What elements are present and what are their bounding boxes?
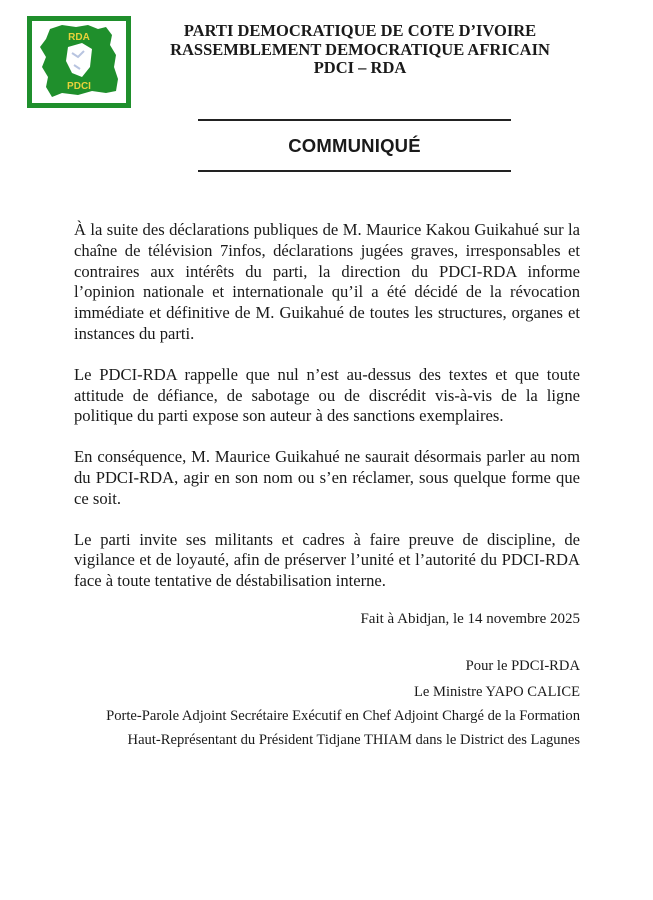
header-line-3: PDCI – RDA	[313, 58, 407, 77]
paragraph: Le PDCI-RDA rappelle que nul n’est au-dessus des textes et que toute attitude de défiance, de sabotage ou de discrédit vis-à-vis de la ligne politique du parti expose son auteur à des sanctions exemplaires.	[74, 364, 580, 426]
signature-name: Le Ministre YAPO CALICE	[413, 684, 580, 700]
title-rule-bottom	[198, 170, 511, 172]
paragraph: En conséquence, M. Maurice Guikahué ne saurait désormais parler au nom du PDCI-RDA, agir en son nom ou s’en réclamer, sous quelque forme que ce soit.	[74, 447, 580, 508]
signature-line-1: Pour le PDCI-RDA	[465, 658, 580, 674]
header-line-1: PARTI DEMOCRATIQUE DE COTE D’IVOIRE	[183, 21, 537, 40]
paragraph: À la suite des déclarations publiques de M. Maurice Kakou Guikahué sur la chaîne de télévision 7infos, déclarations jugées graves, irresponsables et contraires aux intérêts du parti, la direction du PDCI-RDA informe l’opinion nationale et internationale qu’il a été décidé de la révocation immédiate et définitive de M. Guikahué de toutes les structures, organes et instances du parti.	[74, 220, 580, 343]
header-line-2: RASSEMBLEMENT DEMOCRATIQUE AFRICAIN	[170, 39, 550, 59]
title-rule-top	[198, 119, 511, 121]
signature-title-1: Porte-Parole Adjoint Secrétaire Exécutif en Chef Adjoint Chargé de la Formation	[106, 708, 580, 724]
pdci-rda-logo	[27, 16, 131, 108]
communique-body	[74, 220, 580, 612]
party-header	[140, 22, 580, 78]
svg-text:RDA: RDA	[68, 32, 90, 43]
paragraph: Le parti invite ses militants et cadres à faire preuve de discipline, de vigilance et de loyauté, afin de préserver l’unité et l’autorité du PDCI-RDA face à toute tentative de déstabilisation interne.	[74, 529, 580, 591]
document-title: COMMUNIQUÉ	[288, 135, 421, 156]
signature-title-2: Haut-Représentant du Président Tidjane THIAM dans le District des Lagunes	[127, 732, 580, 748]
place-date: Fait à Abidjan, le 14 novembre 2025	[360, 611, 580, 627]
cote-divoire-map-icon	[32, 21, 126, 103]
svg-text:PDCI: PDCI	[67, 81, 91, 92]
